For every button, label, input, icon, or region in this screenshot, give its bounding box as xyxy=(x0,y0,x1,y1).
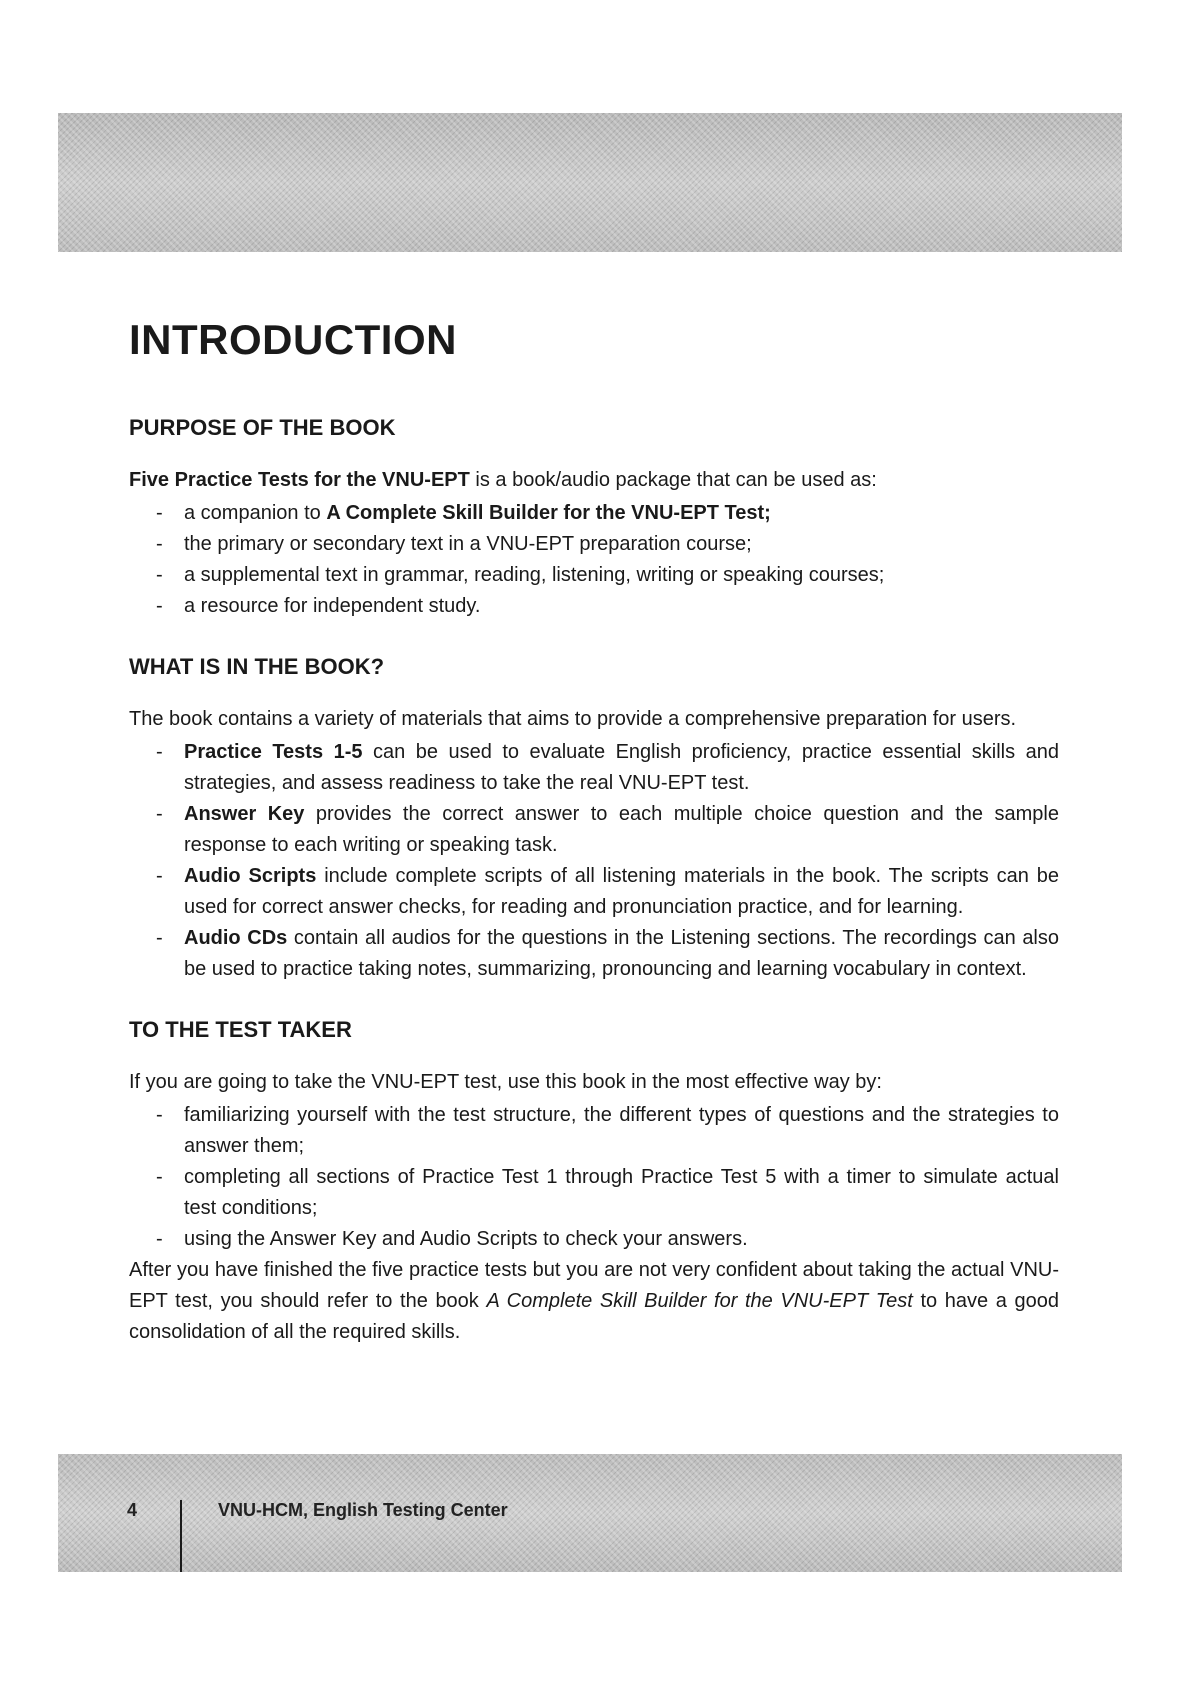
closing-text: After you have finished the five practice tests but you are not very confident about taking the actual VNU-EPT test, you should refer to the book xyxy=(129,1259,1059,1312)
closing-book-title: A Complete Skill Builder for the VNU-EPT Test xyxy=(486,1290,913,1312)
list-item-text: can be used to evaluate English proficiency, practice essential skills and strategies, and assess readiness to take the real VNU-EPT test. xyxy=(184,741,1059,794)
list-item xyxy=(129,923,1059,985)
taker-list xyxy=(129,1100,1059,1255)
contents-heading: WHAT IS IN THE BOOK? xyxy=(129,654,385,679)
list-item-text: a supplemental text in grammar, reading, listening, writing or speaking courses; xyxy=(184,564,885,586)
taker-closing xyxy=(129,1255,1059,1348)
header-band xyxy=(58,113,1122,252)
purpose-intro xyxy=(129,465,1059,496)
list-item-text: a resource for independent study. xyxy=(184,595,481,617)
list-item xyxy=(129,498,1059,529)
page-title: INTRODUCTION xyxy=(129,316,457,363)
footer-divider xyxy=(180,1500,182,1572)
taker-intro: If you are going to take the VNU-EPT test, use this book in the most effective way by: xyxy=(129,1071,882,1093)
list-item-text: a companion to xyxy=(184,502,327,524)
list-item xyxy=(129,737,1059,799)
list-item-bold: Answer Key xyxy=(184,803,305,825)
list-item-text: the primary or secondary text in a VNU-EPT preparation course; xyxy=(184,533,752,555)
contents-list xyxy=(129,737,1059,985)
purpose-intro-title: Five Practice Tests for the VNU-EPT xyxy=(129,469,470,491)
list-item-bold: Audio CDs xyxy=(184,927,288,949)
list-item-text: include complete scripts of all listening materials in the book. The scripts can be used for correct answer checks, for reading and pronunciation practice, and for learning. xyxy=(184,865,1059,918)
closing-text-end: to have a good consolidation of all the required skills. xyxy=(129,1290,1060,1343)
list-item-bold: A Complete Skill Builder for the VNU-EPT Test; xyxy=(326,502,771,524)
list-item xyxy=(129,799,1059,861)
list-item xyxy=(129,861,1059,923)
purpose-heading: PURPOSE OF THE BOOK xyxy=(129,415,396,440)
list-item: - familiarizing yourself with the test structure, the different types of questions and the strategies to answer them; xyxy=(129,1100,1059,1162)
taker-heading: TO THE TEST TAKER xyxy=(129,1017,352,1042)
list-item xyxy=(129,529,1059,560)
list-item xyxy=(129,591,1059,622)
contents-intro: The book contains a variety of materials that aims to provide a comprehensive preparation for users. xyxy=(129,708,1017,730)
purpose-list xyxy=(129,498,1059,622)
list-item-bold: Practice Tests 1-5 xyxy=(184,741,363,763)
page-content xyxy=(129,312,1059,1348)
list-item-bold: Audio Scripts xyxy=(184,865,317,887)
list-item-text: provides the correct answer to each multiple choice question and the sample response to each writing or speaking task. xyxy=(184,803,1059,856)
page-number: 4 xyxy=(127,1500,138,1520)
list-item: - completing all sections of Practice Test 1 through Practice Test 5 with a timer to simulate actual test conditions; xyxy=(129,1162,1059,1224)
list-item xyxy=(129,560,1059,591)
list-item-text: contain all audios for the questions in the Listening sections. The recordings can also be used to practice taking notes, summarizing, pronouncing and learning vocabulary in context. xyxy=(184,927,1060,980)
list-item: - using the Answer Key and Audio Scripts to check your answers. xyxy=(129,1224,1059,1255)
footer-org: VNU-HCM, English Testing Center xyxy=(218,1500,508,1520)
purpose-intro-text: is a book/audio package that can be used as: xyxy=(469,469,877,491)
